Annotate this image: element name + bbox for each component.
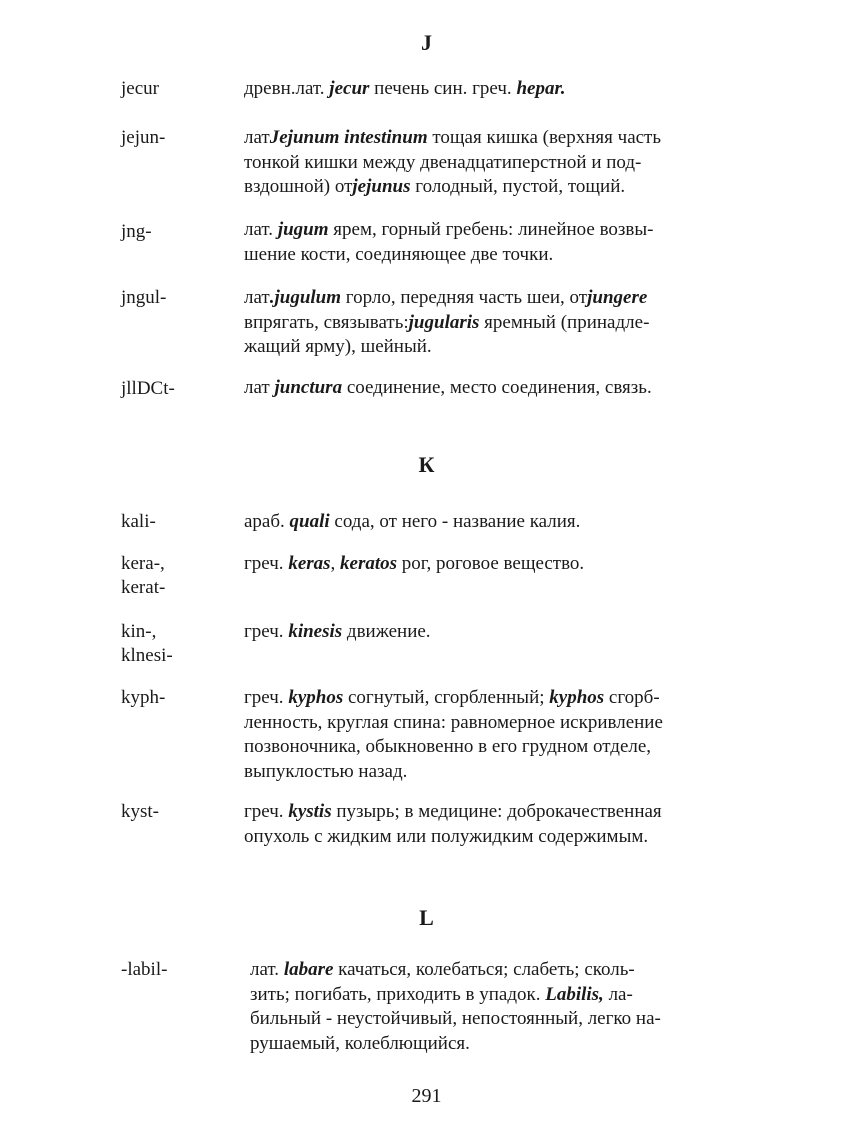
definition-line [250, 1007, 740, 1032]
definition-text: лат [244, 287, 270, 308]
definition-line [244, 760, 734, 785]
entry-term [121, 958, 236, 982]
entry-definition [244, 552, 734, 577]
headword-latin: kyphos [549, 687, 605, 708]
definition-line [250, 983, 740, 1008]
definition-line [244, 126, 734, 151]
term-line: kali- [121, 511, 156, 532]
definition-line [244, 686, 734, 711]
entry-term [121, 552, 236, 600]
headword-latin: hepar. [516, 78, 566, 99]
term-line: kera-, [121, 553, 165, 574]
section-heading-j: J [421, 30, 432, 55]
headword-latin: jugularis [408, 311, 480, 333]
term-line: kin-, [121, 621, 157, 642]
entry-term [121, 126, 236, 150]
headword-latin: keras [288, 553, 331, 574]
headword-latin: keratos [340, 553, 398, 574]
definition-line [244, 335, 734, 360]
definition-text: сода, от него - название калия. [329, 511, 581, 532]
definition-text: жащий ярму), шейный. [244, 336, 432, 357]
definition-text: соединение, место соединения, связь. [342, 377, 652, 398]
term-line: kerat- [121, 577, 166, 598]
entry-term [121, 220, 236, 244]
entry-definition [244, 510, 734, 535]
entry-term [121, 286, 236, 310]
definition-line [244, 243, 734, 268]
definition-text: голодный, пустой, тощий. [410, 176, 626, 197]
section-heading-l: L [419, 905, 434, 930]
definition-line [244, 311, 734, 336]
headword-latin: quali [289, 511, 330, 532]
term-line: jecur [121, 78, 159, 99]
definition-text: греч. [244, 687, 289, 708]
definition-text: качаться, колебаться; слабеть; сколь- [333, 959, 635, 980]
definition-text: тощая кишка (верхняя часть [427, 127, 662, 148]
definition-text: шение кости, соединяющее две точки. [244, 243, 554, 265]
definition-text: движение. [342, 621, 431, 642]
definition-text: лат. [244, 219, 278, 240]
definition-text: древн.лат. [244, 78, 330, 99]
headword-latin: Labilis, [545, 983, 604, 1005]
term-line: kyph- [121, 687, 166, 708]
definition-text: опухоль с жидким или полужидким содержимым. [244, 825, 649, 847]
term-line: klnesi- [121, 645, 173, 666]
headword-latin: kyphos [288, 687, 344, 708]
definition-line [250, 958, 740, 983]
definition-text: лат. [250, 959, 284, 980]
definition-line [244, 800, 734, 825]
definition-text: зить; погибать, приходить в упадок. [250, 983, 546, 1005]
entry-definition [244, 376, 734, 401]
definition-text: ла- [603, 983, 633, 1005]
definition-text: печень син. греч. [369, 78, 517, 99]
term-line: jllDCt- [121, 378, 175, 399]
definition-line [244, 711, 734, 736]
definition-line [244, 286, 734, 311]
definition-text: позвоночника, обыкновенно в его грудном отделе, [244, 736, 652, 757]
definition-line [244, 552, 734, 577]
section-heading-k: К [418, 452, 435, 477]
headword-latin: jungere [587, 287, 648, 308]
definition-text: ярем, горный гребень: линейное возвы- [328, 219, 654, 240]
term-line: jng- [121, 221, 152, 242]
entry-definition [244, 126, 734, 200]
definition-line [244, 376, 734, 401]
entry-definition [244, 800, 734, 849]
definition-text: араб. [244, 511, 290, 532]
definition-text: тонкой кишки между двенадцатиперстной и под- [244, 151, 642, 173]
definition-line [244, 620, 734, 645]
definition-line [244, 175, 734, 200]
definition-text: согнутый, сгорбленный; [343, 687, 550, 708]
entry-definition [244, 620, 734, 645]
definition-text: горло, передняя часть шеи, от [341, 287, 588, 308]
definition-text: рушаемый, колеблющийся. [250, 1032, 470, 1054]
definition-text: сгорб- [604, 687, 660, 708]
definition-text: впрягать, связывать: [244, 311, 409, 333]
definition-text: бильный - неустойчивый, непостоянный, легко на- [250, 1008, 661, 1029]
definition-text: выпуклостью назад. [244, 760, 408, 782]
term-line: jejun- [121, 127, 166, 148]
entry-definition [250, 958, 740, 1056]
entry-term [121, 510, 236, 534]
term-line: -labil- [121, 959, 168, 980]
headword-latin: .jugulum [269, 287, 342, 308]
definition-line [244, 218, 734, 243]
headword-latin: kystis [288, 801, 332, 822]
definition-line [244, 510, 734, 535]
entry-definition [244, 77, 734, 102]
page-number: 291 [411, 1085, 442, 1107]
definition-text: вздошной) от [244, 176, 353, 197]
definition-text: лат [244, 377, 275, 398]
headword-latin: jugum [277, 219, 329, 240]
headword-latin: kinesis [288, 621, 343, 642]
definition-text: яремный (принадле- [479, 311, 650, 333]
definition-line [250, 1032, 740, 1057]
definition-text: , [330, 553, 341, 574]
entry-term [121, 77, 236, 101]
definition-text: лат [244, 127, 270, 148]
entry-definition [244, 686, 734, 784]
definition-text: греч. [244, 801, 289, 822]
headword-latin: labare [283, 959, 334, 980]
definition-text: греч. [244, 553, 289, 574]
entry-term [121, 800, 236, 824]
entry-term [121, 620, 236, 668]
entry-definition [244, 286, 734, 360]
definition-text: пузырь; в медицине: доброкачественная [331, 801, 662, 822]
entry-term [121, 686, 236, 710]
headword-latin: junctura [274, 377, 343, 398]
definition-line [244, 151, 734, 176]
term-line: jngul- [121, 287, 167, 308]
definition-text: греч. [244, 621, 289, 642]
definition-line [244, 77, 734, 102]
definition-text: ленность, круглая спина: равномерное искривление [244, 711, 663, 733]
entry-definition [244, 218, 734, 267]
headword-latin: jejunus [352, 176, 411, 197]
headword-latin: jecur [329, 78, 370, 99]
definition-line [244, 735, 734, 760]
headword-latin: Jejunum intestinum [269, 127, 428, 148]
definition-line [244, 825, 734, 850]
entry-term [121, 377, 236, 401]
term-line: kyst- [121, 801, 159, 822]
definition-text: рог, роговое вещество. [397, 553, 585, 574]
